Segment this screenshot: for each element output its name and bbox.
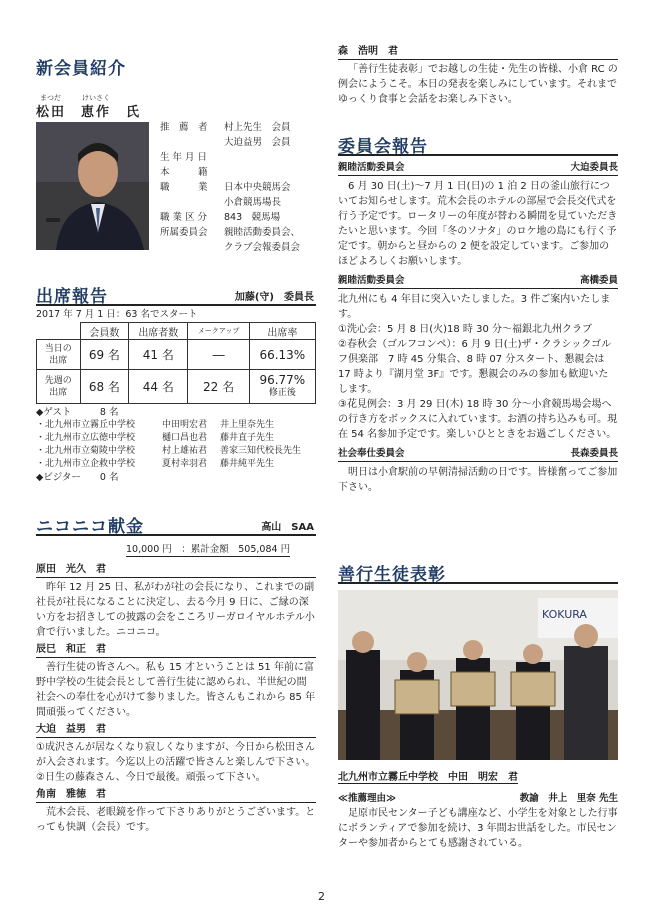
smile-continued: 森 浩明 君 「善行生徒表彰」でお越しの生徒・先生の皆様、小倉 RC の例会にようこそ。本日の発表を楽しみにしています。それまでゆっくり食事と会話をお楽しみ下さい。 bbox=[338, 46, 618, 105]
banner-text: KOKURA bbox=[542, 608, 587, 621]
smile-entries: 原田 光久 君 昨年 12 月 25 日、私がわが社の会長になり、これまでの副社長が社長になることに決定し、去る今月 9 日に、ご縁の深い方をお招きしての披露の会をこころリーガロイヤルホテル小倉で行いました。ニコニコ。 辰巳 和正 君 善行生徒の皆さんへ。私も 15 才ということは 51 年前に富野中学校の生徒会長として善行生徒に認められ、半世紀の間社会への奉仕を心がけて参りました。皆さんもこれから 85 年間頑張ってください。 大迫 益男 君 ①成沢さんが居なくなり寂しくなりますが、今日から松田さんが入会されます。今迄以上の活躍で皆さんと楽しんで下さい。 ②日生の藤森さん、今日で最後。頑張って下さい。 角南 雅徳 君 荒木会長、老眼鏡を作って下さりありがとうございます。とっても快調（会長）です。 bbox=[36, 564, 316, 833]
smile-header bbox=[36, 512, 316, 536]
committee-title: 委員会報告 bbox=[338, 137, 428, 157]
smile-reporter: 高山 SAA bbox=[261, 522, 314, 533]
new-member-details: 推 薦 者 村上先生 会員 大迫益男 会員 生 年 月 日 本 籍 職 業 日本中央競馬会 小倉競馬場長 職 業 区 分 843 競馬場 所属委員会 親睦活動委員会、 クラブ会報委員会 bbox=[160, 122, 301, 253]
new-member-name: 松田 恵作 氏 bbox=[36, 105, 142, 120]
award-caption: 北九州市立霧丘中学校 中田 明宏 君 bbox=[338, 768, 518, 784]
smile-title: ニコニコ献金 bbox=[36, 517, 144, 537]
award-header bbox=[338, 560, 618, 584]
name-ruby-1: まつだ bbox=[40, 94, 61, 102]
committee-sections: 親睦活動委員会 大迫委員長 6 月 30 日(土)～7 月 1 日(日)の 1 泊 2 日の釜山旅行についてお知らせします。荒木会長のホテルの部屋で会長交代式を行う予定です。ロータリーの年度が替わる瞬間を見ていただきたいと思います。今回「冬のソナタ」のロケ地の島にも行く予定です。朝からと昼からの 2 便を設定しています。ご参加のほどよろしくお願いします。 親睦活動委員会 高橋委員 北九州にも 4 年目に突入いたしました。3 件ご案内いたします。 ①洗心会：5 月 8 日(火)18 時 30 分～福銀北九州クラブ ②春秋会（ゴルフコンペ）：6 月 9 日(土)ザ・クラシックゴルフ倶楽部 7 時 45 分集合、8 時 07 分スタート、懇親会は 17 時より『湖月堂 3F』です。懇親会のみの参加も歓迎いたします。 ③花見例会：3 月 29 日(木) 18 時 30 分～小倉競馬場会場への行き方をボックスに入れています。お酒の持ち込みも可。現在 54 名参加予定です。楽しいひとときをお過ごしください。 社会奉仕委員会 長森委員長 明日は小倉駅前の早朝清掃活動の日です。皆様奮ってご参加下さい。 bbox=[338, 162, 618, 493]
award-reason-text: 足原市民センター子ども講座など、小学生を対象とした行事にボランティアで参加を続け、3 年間お世話をした。市民センターや参加者からとても感謝されている。 bbox=[338, 808, 618, 849]
new-member-title: 新会員紹介 bbox=[36, 59, 126, 79]
new-member-photo bbox=[36, 122, 149, 250]
smile-total: 10,000 円 ：累計金額 505,084 円 bbox=[126, 544, 291, 555]
award-photo bbox=[338, 590, 618, 760]
award-reason-header: ≪推薦理由≫ 教諭 井上 里奈 先生 bbox=[338, 793, 618, 804]
attendance-header bbox=[36, 282, 316, 306]
name-ruby-2: けいさく bbox=[82, 94, 110, 102]
committee-header bbox=[338, 132, 618, 156]
attendance-reporter: 加藤(守) 委員長 bbox=[234, 292, 314, 303]
page-number: 2 bbox=[318, 890, 325, 903]
attendance-title: 出席報告 bbox=[36, 287, 108, 307]
attendance-table: 会員数 出席者数 メークアップ 出席率 当日の 出席 69 名 41 名 ― 66.13% 先週の 出席 68 名 44 名 22 名 96.77% 修正後 bbox=[36, 322, 316, 404]
guest-list: ◆ゲスト 8 名 ・北九州市立霧丘中学校 中田明宏君 井上里奈先生 ・北九州市立広徳中学校 樋口昌也君 藤井直子先生 ・北九州市立菊陵中学校 村上雄祐君 善家三知代校長先生 ・北九州市立企救中学校 夏村幸羽君 藤井純平先生 ◆ビジター 0 名 bbox=[36, 407, 302, 483]
attendance-date: 2017 年 7 月 1 日：63 名でスタート bbox=[36, 309, 198, 320]
award-title: 善行生徒表彰 bbox=[338, 565, 446, 585]
